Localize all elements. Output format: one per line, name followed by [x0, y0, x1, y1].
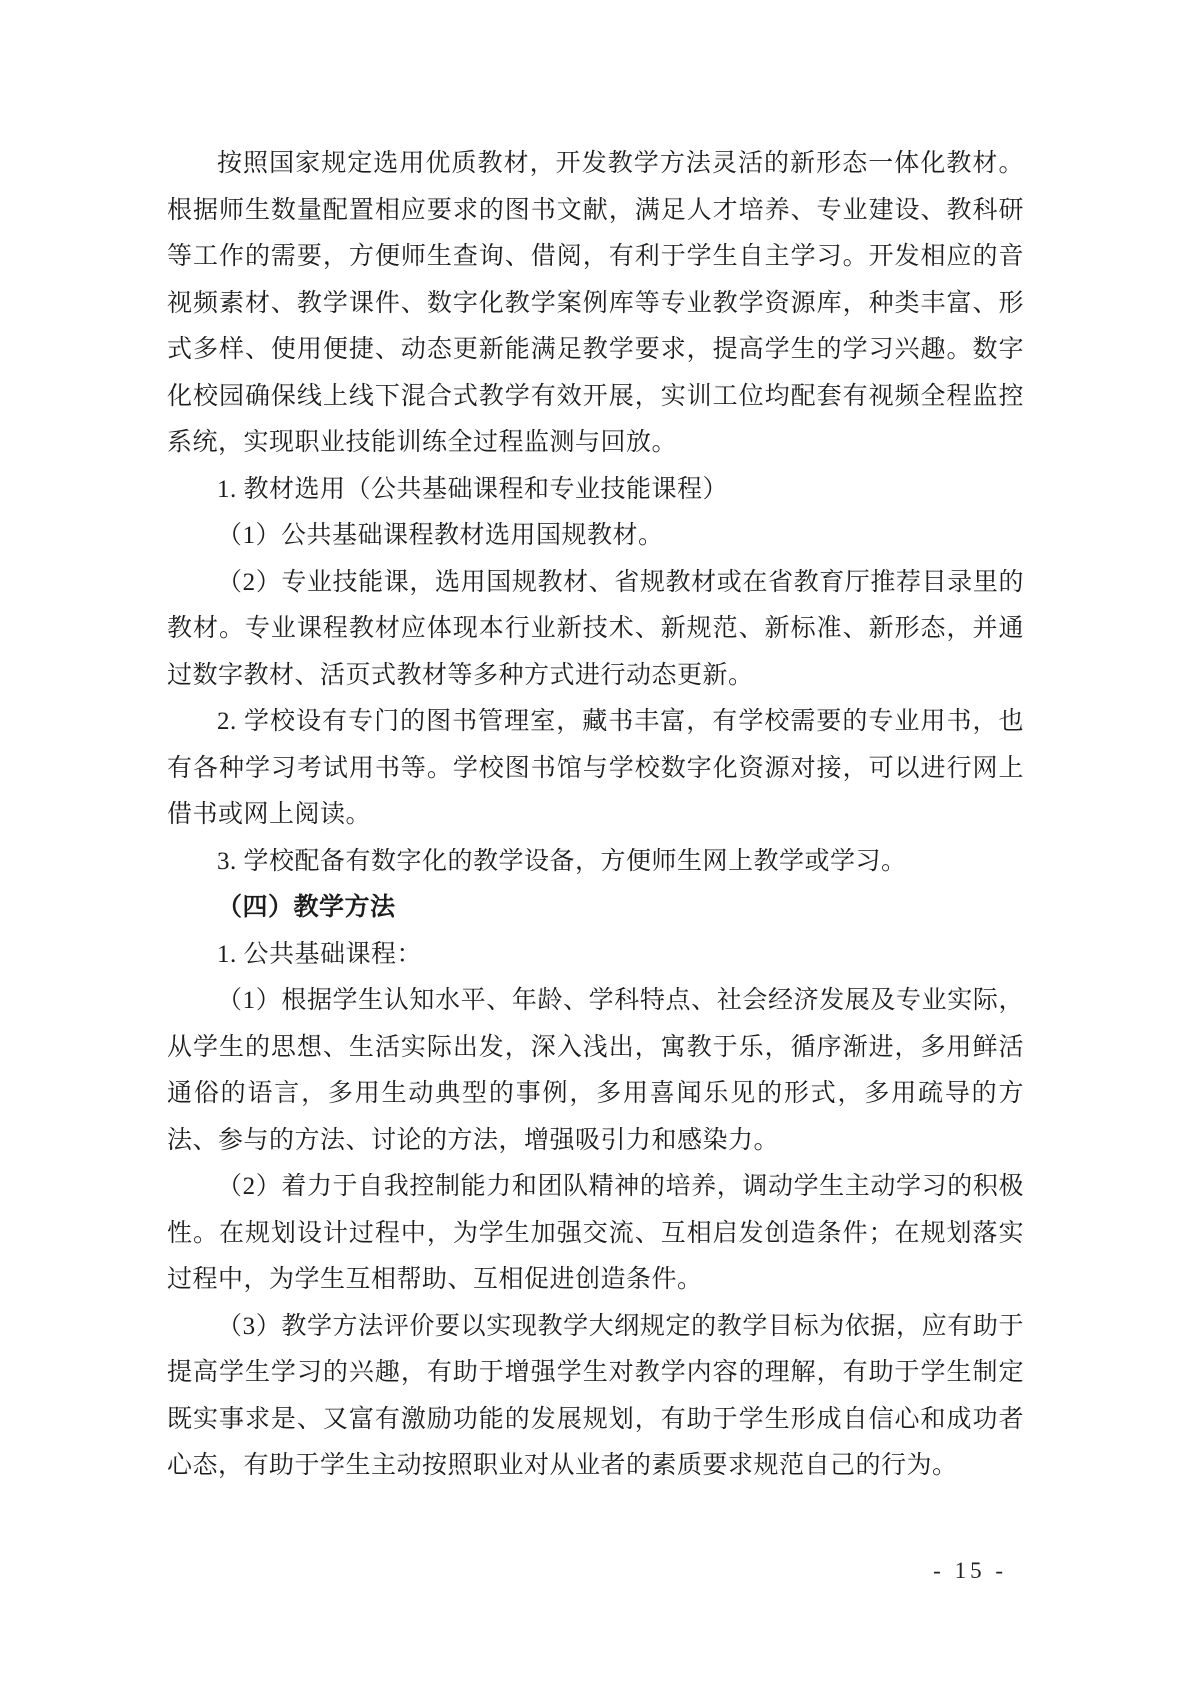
text-content: [167, 141, 1024, 1490]
list-item-sub: （2）专业技能课，选用国规教材、省规教材或在省教育厅推荐目录里的教材。专业课程教材应体现本行业新技术、新规范、新标准、新形态，并通过数字教材、活页式教材等多种方式进行动态更新。: [167, 568, 1024, 689]
page-number: - 15 -: [933, 1558, 1007, 1583]
list-item-sub: （1）根据学生认知水平、年龄、学科特点、社会经济发展及专业实际，从学生的思想、生活实际出发，深入浅出，寓教于乐，循序渐进，多用鲜活通俗的语言，多用生动典型的事例，多用喜闻乐见的形式，多用疏导的方法、参与的方法、讨论的方法，增强吸引力和感染力。: [167, 987, 1024, 1154]
list-item-numbered: 1. 公共基础课程：: [217, 940, 423, 968]
paragraph: 按照国家规定选用优质教材，开发教学方法灵活的新形态一体化教材。根据师生数量配置相应要求的图书文献，满足人才培养、专业建设、教科研等工作的需要，方便师生查询、借阅，有利于学生自主学习。开发相应的音视频素材、教学课件、数字化教学案例库等专业教学资源库，种类丰富、形式多样、使用便捷、动态更新能满足教学要求，提高学生的学习兴趣。数字化校园确保线上线下混合式教学有效开展，实训工位均配套有视频全程监控系统，实现职业技能训练全过程监测与回放。: [167, 150, 1024, 456]
list-item-numbered: 3. 学校配备有数字化的教学设备，方便师生网上教学或学习。: [217, 847, 907, 875]
list-item-numbered: 2. 学校设有专门的图书管理室，藏书丰富，有学校需要的专业用书，也有各种学习考试用书等。学校图书馆与学校数字化资源对接，可以进行网上借书或网上阅读。: [167, 708, 1024, 828]
list-item-sub: （1）公共基础课程教材选用国规教材。: [217, 522, 664, 549]
list-item-numbered: 1. 教材选用（公共基础课程和专业技能课程）: [217, 475, 729, 503]
list-item-sub: （2）着力于自我控制能力和团队精神的培养，调动学生主动学习的积极性。在规划设计过程中，为学生加强交流、互相启发创造条件；在规划落实过程中，为学生互相帮助、互相促进创造条件。: [167, 1173, 1024, 1293]
list-item-sub: （3）教学方法评价要以实现教学大纲规定的教学目标为依据，应有助于提高学生学习的兴趣，有助于增强学生对教学内容的理解，有助于学生制定既实事求是、又富有激励功能的发展规划，有助于学生形成自信心和成功者心态，有助于学生主动按照职业对从业者的素质要求规范自己的行为。: [167, 1312, 1024, 1479]
section-heading: （四）教学方法: [217, 894, 396, 921]
